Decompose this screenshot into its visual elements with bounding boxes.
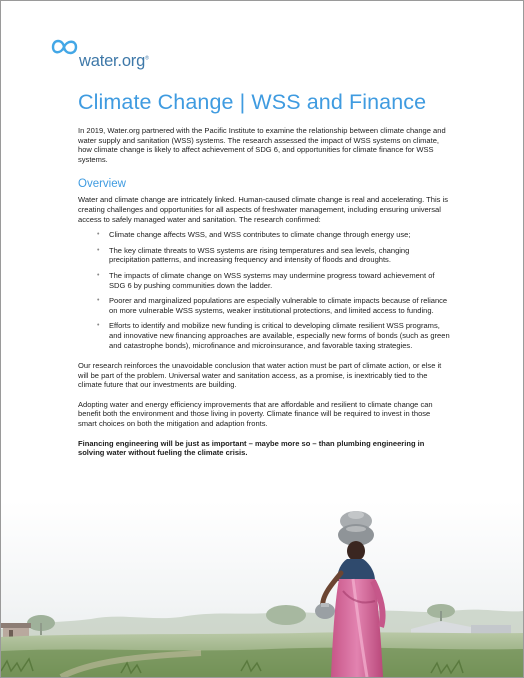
list-item-text: Efforts to identify and mobilize new funding is critical to developing climate resilient WSS programs, and innovative new financing approaches are available, especially new forms of bonds (such as green and catastrophe bonds), microfinance and microinsurance, and favorable taxing strategies.: [109, 321, 450, 350]
woman-carrying-water-photo: [1, 501, 523, 677]
conclusion-paragraph: Our research reinforces the unavoidable conclusion that water action must be part of climate action, or else it will be part of the problem. Universal water and sanitation access, as a promise, is inextricably tied to the climate future that our investments are building.: [78, 361, 442, 390]
bullet-icon: •: [97, 271, 100, 279]
bullet-icon: •: [97, 246, 100, 254]
list-item: [97, 246, 450, 265]
document-body: [78, 126, 450, 468]
list-item-text: The key climate threats to WSS systems are rising temperatures and sea levels, changing precipitation patterns, and increasing frequency and intensity of floods and droughts.: [109, 245, 410, 265]
overview-heading: Overview: [78, 178, 126, 191]
bullet-icon: •: [97, 322, 100, 330]
list-item: [97, 296, 450, 315]
logo-wordmark: water.org®: [79, 52, 149, 70]
infinity-loop-icon: [49, 37, 79, 61]
water-org-logo[interactable]: [49, 37, 189, 73]
list-item: [97, 230, 450, 240]
list-item: [97, 321, 450, 350]
registered-mark: ®: [145, 55, 149, 62]
list-item-text: The impacts of climate change on WSS systems may undermine progress toward achievement of SDG 6 by pushing communities down the ladder.: [109, 270, 435, 290]
bullet-icon: •: [97, 231, 100, 239]
efficiency-paragraph: Adopting water and energy efficiency improvements that are affordable and resilient to climate change can benefit both the environment and those living in poverty. Climate finance will be required to invest in those smart choices on both the mitigation and adaption fronts.: [78, 399, 433, 429]
overview-lead-paragraph: Water and climate change are intricately linked. Human-caused climate change is real and accelerating. This is creating challenges and opportunities for all aspects of freshwater management, including ensuring universal access to safely managed water and sanitation. The research confirmed:: [78, 195, 448, 224]
list-item-text: Climate change affects WSS, and WSS contributes to climate change through energy use;: [109, 230, 411, 240]
page-title: Climate Change | WSS and Finance: [78, 90, 427, 114]
intro-paragraph: In 2019, Water.org partnered with the Pacific Institute to examine the relationship between climate change and water supply and sanitation (WSS) systems. The research assessed the impact of WSS systems on climate, how climate change is likely to affect achievement of SDG 6, and opportunities for climate finance for WSS systems.: [78, 126, 446, 164]
list-item: [97, 271, 450, 290]
findings-list: [78, 230, 450, 350]
list-item-text: Poorer and marginalized populations are especially vulnerable to climate impacts because of reliance on more vulnerable WSS systems, weaker institutional protections, and limited access to funding.: [109, 296, 448, 315]
closing-statement: Financing engineering will be just as important – maybe more so – than plumbing engineering in solving water without fueling the climate crisis.: [78, 438, 425, 458]
bullet-icon: •: [97, 297, 100, 305]
